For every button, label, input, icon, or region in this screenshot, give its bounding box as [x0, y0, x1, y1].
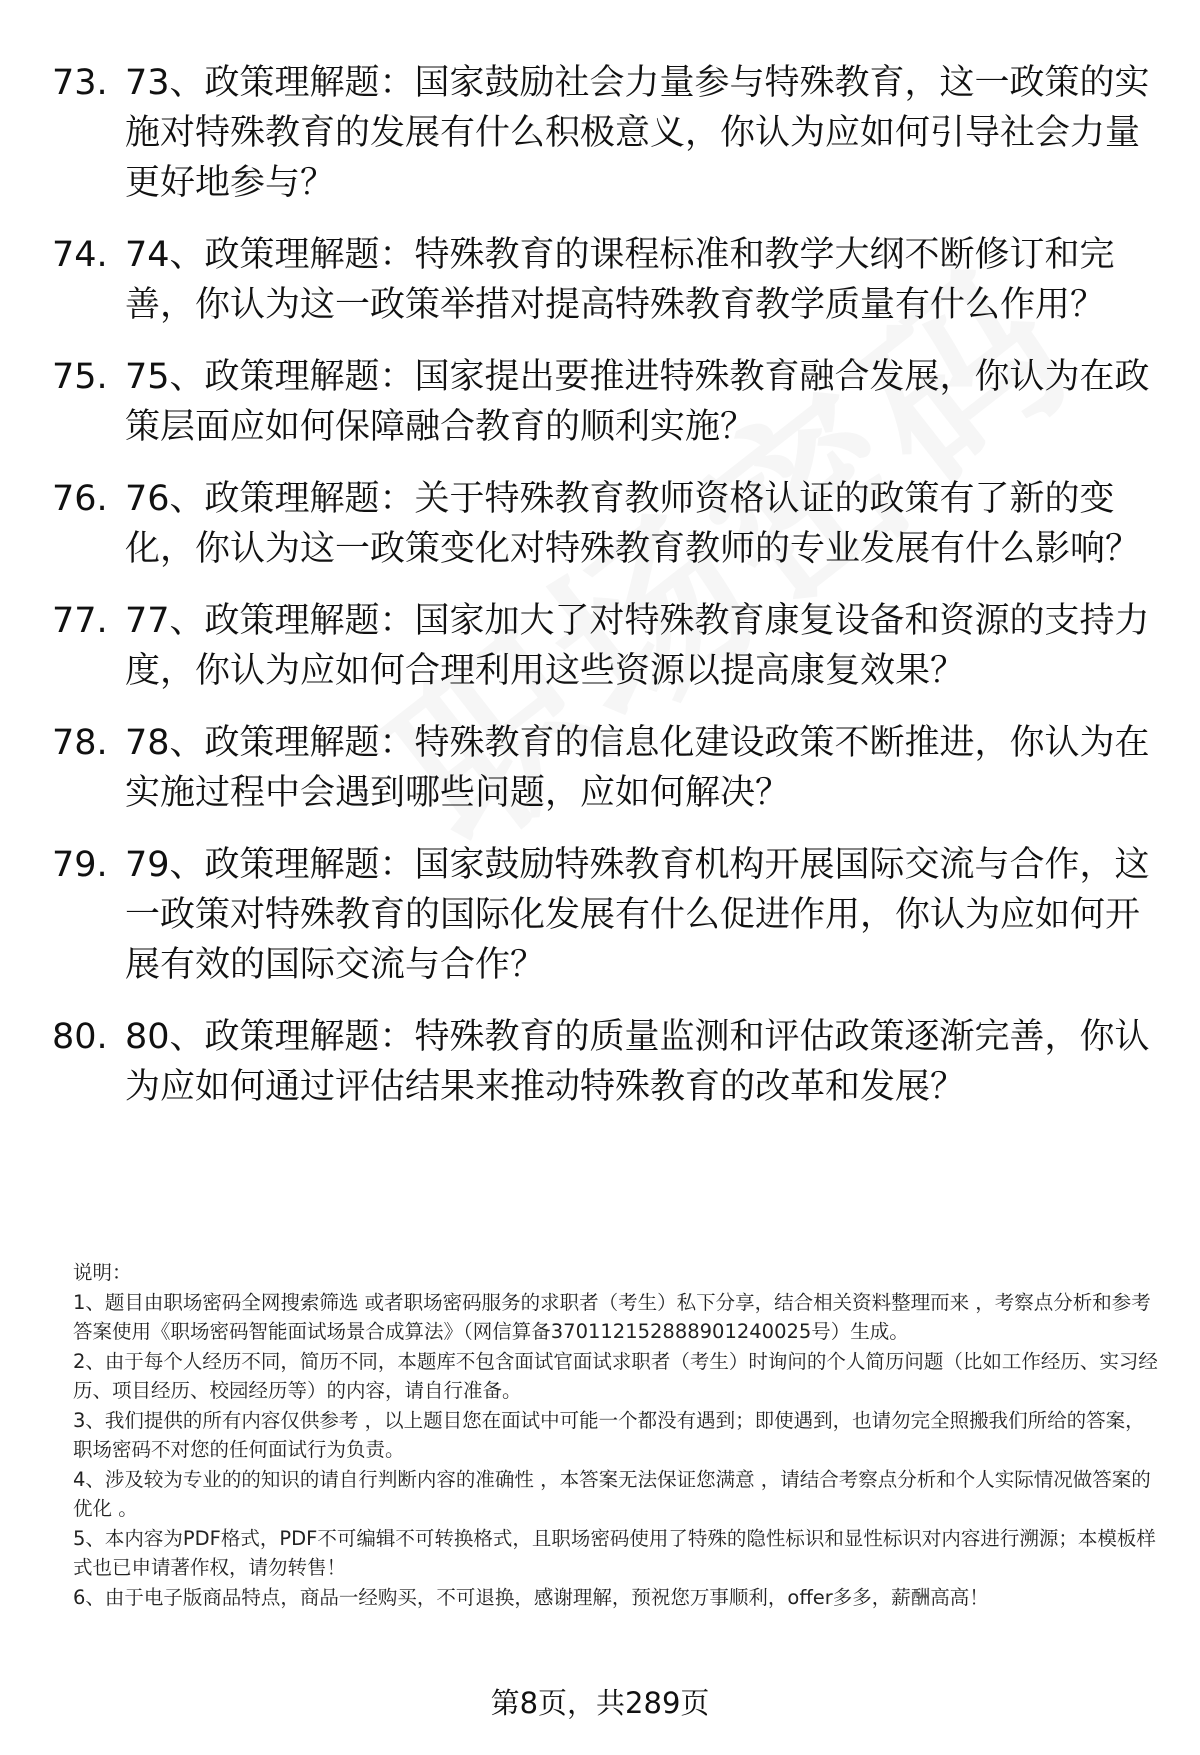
question-text: 79、政策理解题：国家鼓励特殊教育机构开展国际交流与合作，这一政策对特殊教育的国际化发展有什么促进作用，你认为应如何开展有效的国际交流与合作？ — [125, 845, 1150, 985]
question-text: 78、政策理解题：特殊教育的信息化建设政策不断推进，你认为在实施过程中会遇到哪些问题，应如何解决？ — [125, 723, 1150, 813]
question-list — [0, 58, 1200, 1134]
question-text: 73、政策理解题：国家鼓励社会力量参与特殊教育，这一政策的实施对特殊教育的发展有什么积极意义，你认为应如何引导社会力量更好地参与？ — [125, 63, 1150, 203]
question-item — [0, 596, 1200, 696]
note-item: 3、我们提供的所有内容仅供参考 ，以上题目您在面试中可能一个都没有遇到；即使遇到，也请勿完全照搬我们所给的答案，职场密码不对您的任何面试行为负责。 — [73, 1408, 1145, 1461]
question-item — [0, 1012, 1200, 1112]
note-item: 2、由于每个人经历不同，简历不同，本题库不包含面试官面试求职者（考生）时询问的个人简历问题（比如工作经历、实习经历、项目经历、校园经历等）的内容，请自行准备。 — [73, 1349, 1158, 1402]
question-text: 77、政策理解题：国家加大了对特殊教育康复设备和资源的支持力度，你认为应如何合理利用这些资源以提高康复效果？ — [125, 601, 1150, 691]
note-item: 4、涉及较为专业的的知识的请自行判断内容的准确性 ，本答案无法保证您满意 ，请结合考察点分析和个人实际情况做答案的优化 。 — [73, 1467, 1151, 1520]
question-number: 73. — [52, 63, 108, 103]
note-item: 6、由于电子版商品特点，商品一经购买，不可退换，感谢理解，预祝您万事顺利，offer多多，薪酬高高！ — [73, 1585, 989, 1609]
question-number: 80. — [52, 1017, 108, 1057]
note-item: 1、题目由职场密码全网搜索筛选 或者职场密码服务的求职者（考生）私下分享，结合相关资料整理而来 ，考察点分析和参考答案使用《职场密码智能面试场景合成算法》（网信算备370112152888901240025号）生成。 — [73, 1290, 1151, 1343]
question-number: 74. — [52, 235, 108, 275]
page-footer: 第8页，共289页 — [490, 1686, 710, 1720]
question-text: 75、政策理解题：国家提出要推进特殊教育融合发展，你认为在政策层面应如何保障融合教育的顺利实施？ — [125, 357, 1150, 447]
question-number: 75. — [52, 357, 108, 397]
note-item: 5、本内容为PDF格式，PDF不可编辑不可转换格式，且职场密码使用了特殊的隐性标识和显性标识对内容进行溯源；本模板样式也已申请著作权，请勿转售！ — [73, 1526, 1156, 1579]
question-number: 76. — [52, 479, 108, 519]
question-number: 79. — [52, 845, 108, 885]
question-number: 78. — [52, 723, 108, 763]
question-item — [0, 474, 1200, 574]
question-text: 76、政策理解题：关于特殊教育教师资格认证的政策有了新的变化，你认为这一政策变化对特殊教育教师的专业发展有什么影响？ — [125, 479, 1141, 569]
question-item — [0, 58, 1200, 208]
question-number: 77. — [52, 601, 108, 641]
question-item — [0, 352, 1200, 452]
notes-section — [73, 1258, 1163, 1612]
notes-heading: 说明： — [73, 1261, 132, 1284]
question-text: 80、政策理解题：特殊教育的质量监测和评估政策逐渐完善，你认为应如何通过评估结果来推动特殊教育的改革和发展？ — [125, 1017, 1150, 1107]
question-text: 74、政策理解题：特殊教育的课程标准和教学大纲不断修订和完善，你认为这一政策举措对提高特殊教育教学质量有什么作用？ — [125, 235, 1115, 325]
question-item — [0, 230, 1200, 330]
question-item — [0, 718, 1200, 818]
question-item — [0, 840, 1200, 990]
